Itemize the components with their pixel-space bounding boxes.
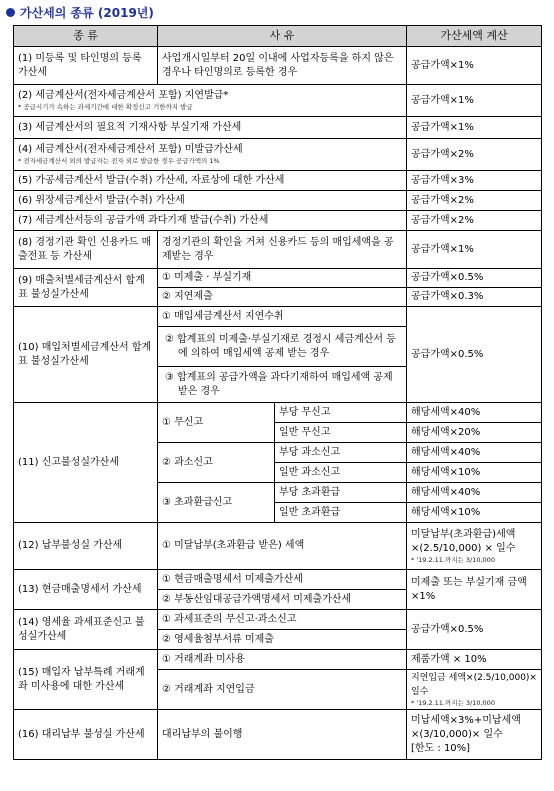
table-row xyxy=(14,570,542,590)
reason-cell: 사업개시일부터 20일 이내에 사업자등록을 하지 않은 경우나 타인명의로 등록한 경우 xyxy=(158,47,407,85)
reason-cell: ① 거래계좌 미사용 xyxy=(158,650,407,670)
calc-cell: 미제출 또는 부실기재 금액×1% xyxy=(407,570,542,610)
header-reason: 사 유 xyxy=(158,26,407,47)
sub-cell: 일반 초과환급 xyxy=(275,503,407,523)
type-text: (2) 세금계산서(전자세금계산서 포함) 지연발급* xyxy=(18,90,229,101)
calc-cell: 해당세액×10% xyxy=(407,503,542,523)
calc-cell: 해당세액×40% xyxy=(407,443,542,463)
sub-cell: 부당 무신고 xyxy=(275,403,407,423)
header-calc: 가산세액 계산 xyxy=(407,26,542,47)
type-cell: (7) 세금계산서등의 공급가액 과다기재 발급(수취) 가산세 xyxy=(14,211,407,231)
bullet-icon xyxy=(6,8,15,17)
calc-line: 지연입금 세액×(2.5/10,000)×일수 xyxy=(411,673,537,697)
type-cell: (11) 신고불성실가산세 xyxy=(14,403,158,523)
table-row xyxy=(14,117,542,139)
calc-cell xyxy=(407,710,542,760)
reason-text: ② 합계표의 미제출·부실기재로 경정시 세금계산서 등에 의하여 매입세액 공제 받는 경우 xyxy=(165,333,396,359)
calc-cell: 해당세액×10% xyxy=(407,463,542,483)
reason-cell: ① 미달납부(초과환급 받은) 세액 xyxy=(158,523,407,570)
table-row xyxy=(14,523,542,570)
penalty-table-container xyxy=(13,25,541,760)
calc-note: * '19.2.11.까지는 3/10,000 xyxy=(411,699,495,707)
reason-cell: ① 매입세금계산서 지연수취 xyxy=(158,307,407,327)
type-cell xyxy=(14,139,407,171)
calc-cell: 공급가액×2% xyxy=(407,211,542,231)
calc-cell: 해당세액×40% xyxy=(407,483,542,503)
table-header-row xyxy=(14,26,542,47)
type-cell: (9) 매출처별세금계산서 합계표 불성실가산세 xyxy=(14,269,158,307)
reason-text: ③ 합계표의 공급가액을 과다기재하여 매입세액 공제 받은 경우 xyxy=(165,371,393,397)
sub-cell: 부당 과소신고 xyxy=(275,443,407,463)
calc-note: * '19.2.11.까지는 3/10,000 xyxy=(411,555,495,564)
table-row xyxy=(14,307,542,327)
calc-cell: 해당세액×20% xyxy=(407,423,542,443)
table-row xyxy=(14,403,542,423)
reason-cell: ① 현금매출명세서 미제출가산세 xyxy=(158,570,407,590)
calc-cell: 공급가액×0.3% xyxy=(407,288,542,307)
reason-cell: 경정기관의 확인을 거쳐 신용카드 등의 매입세액을 공제받는 경우 xyxy=(158,231,407,269)
calc-cell xyxy=(407,523,542,570)
penalty-table xyxy=(13,25,542,760)
type-cell xyxy=(14,85,407,117)
calc-line: 미달납부(초과환급)세액 xyxy=(411,528,516,540)
page-title xyxy=(6,4,154,20)
calc-cell: 공급가액×2% xyxy=(407,139,542,171)
calc-cell: 공급가액×1% xyxy=(407,85,542,117)
group-cell: ③ 초과환급신고 xyxy=(158,483,275,523)
calc-cell: 제품가액 × 10% xyxy=(407,650,542,670)
calc-line: 미납세액×3%+미납세액 ×(3/10,000)× 일수 xyxy=(411,714,521,740)
header-type: 종 류 xyxy=(14,26,158,47)
calc-cell: 공급가액×2% xyxy=(407,191,542,211)
table-row xyxy=(14,211,542,231)
reason-cell: ② 영세율첨부서류 미제출 xyxy=(158,630,407,650)
table-row xyxy=(14,710,542,760)
calc-cell: 공급가액×3% xyxy=(407,171,542,191)
type-cell: (10) 매입처별세금계산서 합계표 불성실가산세 xyxy=(14,307,158,403)
sub-cell: 일반 과소신고 xyxy=(275,463,407,483)
calc-cell: 해당세액×40% xyxy=(407,403,542,423)
calc-cell: 공급가액×0.5% xyxy=(407,307,542,403)
sub-cell: 일반 무신고 xyxy=(275,423,407,443)
reason-cell: ② 거래계좌 지연입금 xyxy=(158,670,407,710)
calc-cell: 공급가액×1% xyxy=(407,231,542,269)
reason-cell: ① 과세표준의 무신고·과소신고 xyxy=(158,610,407,630)
table-row xyxy=(14,85,542,117)
reason-cell xyxy=(158,367,407,403)
type-text: (4) 세금계산서(전자세금계산서 포함) 미발급가산세 xyxy=(18,144,243,155)
type-note: * 공급시기가 속하는 과세기간에 대한 확정신고 기한까지 발급 xyxy=(18,103,193,111)
table-row xyxy=(14,139,542,171)
reason-cell: 대리납부의 불이행 xyxy=(158,710,407,760)
type-cell: (14) 영세율 과세표준신고 불성실가산세 xyxy=(14,610,158,650)
type-cell: (8) 경정기관 확인 신용카드 매출전표 등 가산세 xyxy=(14,231,158,269)
calc-cell: 공급가액×1% xyxy=(407,47,542,85)
sub-cell: 부당 초과환급 xyxy=(275,483,407,503)
reason-cell: ② 부동산임대공급가액명세서 미제출가산세 xyxy=(158,590,407,610)
type-cell: (6) 위장세금계산서 발급(수취) 가산세 xyxy=(14,191,407,211)
type-note: * 전자세금계산서 외의 발급자는 전자 외로 발급한 경우 공급가액의 1% xyxy=(18,157,220,165)
type-cell: (13) 현금매출명세서 가산세 xyxy=(14,570,158,610)
type-cell: (16) 대리납부 불성실 가산세 xyxy=(14,710,158,760)
page-title-text: 가산세의 종류 (2019년) xyxy=(20,5,154,20)
type-cell: (5) 가공세금계산서 발급(수취) 가산세, 자료상에 대한 가산세 xyxy=(14,171,407,191)
table-row xyxy=(14,610,542,630)
group-cell: ② 과소신고 xyxy=(158,443,275,483)
reason-cell: ② 지연제출 xyxy=(158,288,407,307)
type-cell: (1) 미등록 및 타인명의 등록 가산세 xyxy=(14,47,158,85)
table-row xyxy=(14,231,542,269)
group-cell: ① 무신고 xyxy=(158,403,275,443)
reason-cell xyxy=(158,327,407,367)
calc-cell: 공급가액×1% xyxy=(407,117,542,139)
table-row xyxy=(14,171,542,191)
type-cell: (3) 세금계산서의 필요적 기재사항 부실기재 가산세 xyxy=(14,117,407,139)
reason-cell: ① 미제출 · 부실기재 xyxy=(158,269,407,288)
calc-line: [한도 : 10%] xyxy=(411,742,471,754)
table-row xyxy=(14,47,542,85)
calc-cell: 공급가액×0.5% xyxy=(407,269,542,288)
calc-cell: 공급가액×0.5% xyxy=(407,610,542,650)
table-row xyxy=(14,650,542,670)
type-cell: (12) 납부불성실 가산세 xyxy=(14,523,158,570)
table-row xyxy=(14,269,542,288)
calc-line: ×(2.5/10,000) × 일수 xyxy=(411,542,516,554)
table-row xyxy=(14,191,542,211)
type-cell: (15) 매입자 납부특례 거래계좌 미사용에 대한 가산세 xyxy=(14,650,158,710)
calc-cell xyxy=(407,670,542,710)
